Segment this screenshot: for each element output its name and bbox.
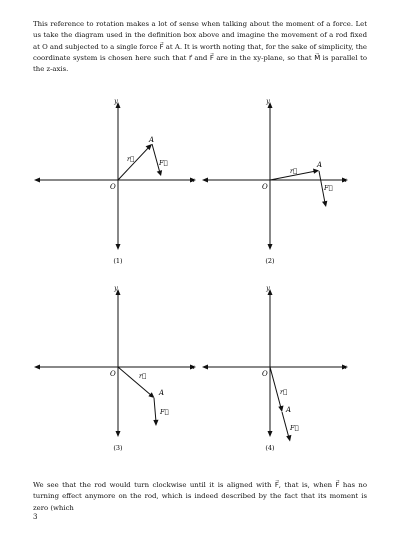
r-vector-arrowhead — [278, 406, 283, 413]
figure-2 — [182, 95, 362, 275]
x-axis-label: x — [191, 363, 195, 371]
x-axis-arrowhead-left — [202, 178, 208, 183]
r-vector-arrowhead — [313, 169, 319, 174]
f-vector-label: F⃗ — [290, 424, 299, 432]
y-axis-arrowhead-bottom — [268, 244, 273, 250]
x-axis-arrowhead-left — [202, 365, 208, 370]
figure-4 — [182, 282, 362, 462]
r-vector — [118, 146, 150, 180]
y-axis-label: y — [266, 97, 270, 105]
x-axis-arrowhead-left — [34, 365, 40, 370]
origin-label: O — [262, 370, 268, 378]
figure-caption: (3) — [113, 444, 123, 452]
x-axis-label: x — [191, 176, 195, 184]
f-vector — [282, 412, 289, 438]
point-label: A — [159, 389, 165, 397]
page-number: 3 — [33, 513, 38, 521]
f-vector-arrowhead — [157, 170, 162, 176]
f-vector-arrowhead — [153, 420, 158, 426]
point-label: A — [149, 136, 155, 144]
figure-caption: (2) — [265, 257, 275, 265]
r-vector — [118, 367, 152, 396]
f-vector-arrowhead — [286, 435, 291, 442]
y-axis-label: y — [266, 284, 270, 292]
origin-label: O — [110, 370, 116, 378]
point-label: A — [317, 161, 323, 169]
origin-label: O — [110, 183, 116, 191]
r-vector-label: r⃗ — [280, 388, 288, 396]
x-axis-arrowhead-left — [34, 178, 40, 183]
y-axis-arrowhead-bottom — [268, 431, 273, 437]
f-vector-label: F⃗ — [160, 408, 169, 416]
intro-paragraph: This reference to rotation makes a lot of sense when talking about the moment of a force. Let us take the diagram used in the definition box above and imagine the movement of a rod fixed at O and subjected to a single force F⃗ at A. It is worth noting that, for the sake of simplicity, the coordinate system is chosen here such that r⃗ and F⃗ are in the xy-plane, so that M⃗ is parallel to the z-axis. — [33, 20, 367, 74]
origin-label: O — [262, 183, 268, 191]
f-vector — [154, 398, 156, 422]
f-vector-label: F⃗ — [324, 184, 333, 192]
y-axis-arrowhead-bottom — [116, 244, 121, 250]
r-vector-label: r⃗ — [139, 372, 147, 380]
x-axis-label: x — [343, 363, 347, 371]
y-axis-label: y — [114, 284, 118, 292]
r-vector-label: r⃗ — [290, 167, 298, 175]
f-vector-arrowhead — [322, 201, 327, 207]
y-axis-label: y — [114, 97, 118, 105]
conclusion-paragraph: We see that the rod would turn clockwise until it is aligned with F⃗, that is, when F⃗ has no turning effect anymore on the rod, which is indeed described by the fact that its moment is zero (which — [33, 481, 367, 512]
y-axis-arrowhead-bottom — [116, 431, 121, 437]
figure-caption: (4) — [265, 444, 275, 452]
point-label: A — [286, 406, 292, 414]
x-axis-label: x — [343, 176, 347, 184]
r-vector-label: r⃗ — [127, 155, 135, 163]
f-vector-label: F⃗ — [159, 159, 168, 167]
figure-caption: (1) — [113, 257, 123, 265]
